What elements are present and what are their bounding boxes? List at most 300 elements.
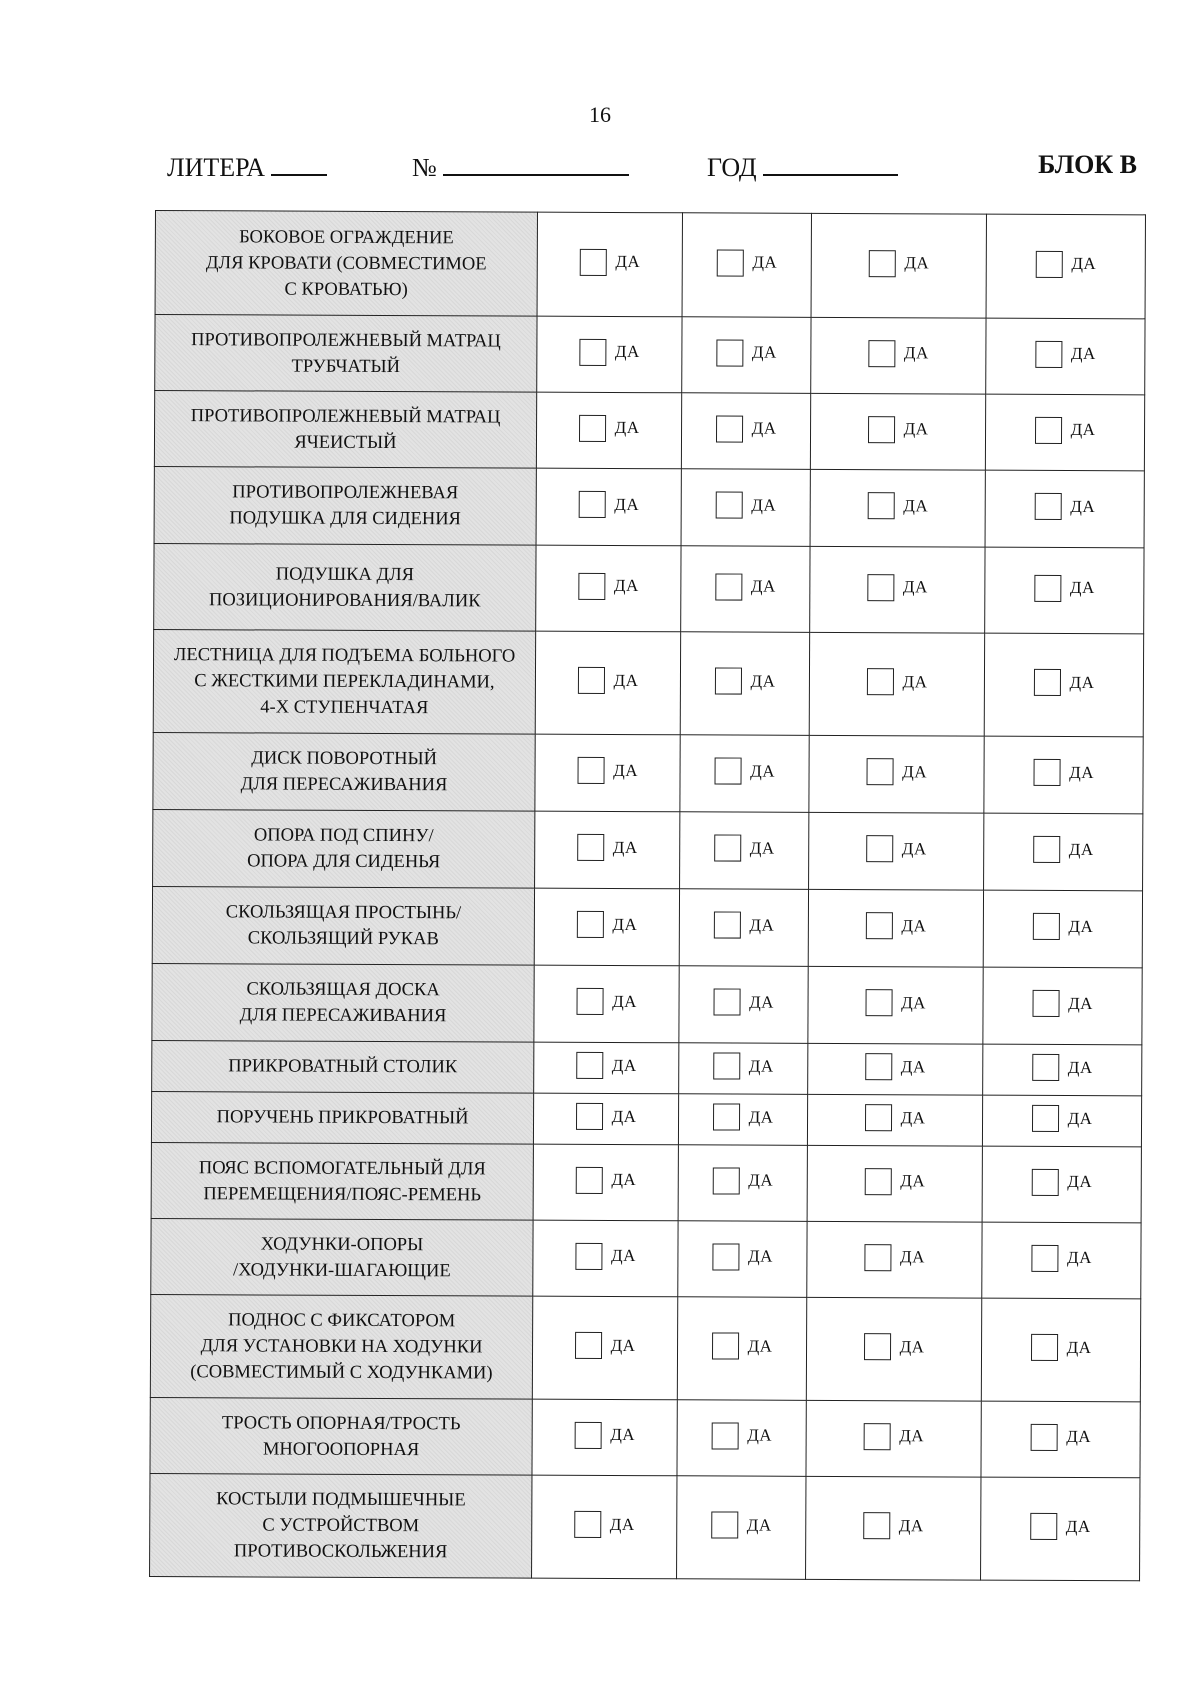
option-cell: [983, 967, 1142, 1045]
option-cell: [536, 468, 681, 546]
item-label-cell: [155, 315, 537, 393]
yes-checkbox[interactable]: [716, 249, 743, 276]
yes-label: ДА: [746, 1515, 772, 1535]
yes-checkbox[interactable]: [711, 1422, 738, 1449]
yes-checkbox[interactable]: [1031, 1244, 1058, 1271]
yes-option[interactable]: [1033, 836, 1094, 863]
option-cell: [811, 317, 986, 394]
table-row: [153, 629, 1143, 736]
yes-label: ДА: [613, 576, 639, 596]
item-label-cell: [151, 1091, 533, 1144]
yes-checkbox[interactable]: [865, 1104, 892, 1131]
yes-option[interactable]: [714, 757, 775, 784]
yes-checkbox[interactable]: [711, 1511, 738, 1538]
yes-label: ДА: [748, 1107, 774, 1127]
yes-option[interactable]: [1034, 574, 1095, 601]
yes-checkbox[interactable]: [577, 667, 604, 694]
yes-option[interactable]: [1032, 1105, 1093, 1132]
yes-option[interactable]: [864, 1333, 925, 1360]
option-cell: [810, 469, 985, 547]
item-label: ПРОТИВОПРОЛЕЖНЕВЫЙ МАТРАЦ ЯЧЕИСТЫЙ: [190, 405, 501, 453]
yes-option[interactable]: [1035, 250, 1096, 277]
yes-checkbox[interactable]: [864, 1168, 891, 1195]
yes-checkbox[interactable]: [865, 912, 892, 939]
yes-label: ДА: [1069, 672, 1095, 692]
yes-checkbox[interactable]: [712, 1167, 739, 1194]
item-label-cell: [153, 732, 535, 811]
yes-option[interactable]: [576, 1052, 637, 1079]
yes-label: ДА: [1065, 1516, 1091, 1536]
yes-checkbox[interactable]: [714, 757, 741, 784]
yes-checkbox[interactable]: [575, 1166, 602, 1193]
yes-option[interactable]: [713, 1103, 774, 1130]
yes-option[interactable]: [868, 340, 929, 367]
yes-checkbox[interactable]: [868, 340, 895, 367]
yes-label: ДА: [611, 1055, 637, 1075]
yes-label: ДА: [1066, 1426, 1092, 1447]
yes-checkbox[interactable]: [1033, 759, 1060, 786]
item-label: ХОДУНКИ-ОПОРЫ /ХОДУНКИ-ШАГАЮЩИЕ: [233, 1233, 451, 1281]
yes-option[interactable]: [575, 1166, 636, 1193]
yes-checkbox[interactable]: [713, 1103, 740, 1130]
item-label: КОСТЫЛИ ПОДМЫШЕЧНЫЕ С УСТРОЙСТВОМ ПРОТИВОСКОЛЬЖЕНИЯ: [216, 1489, 466, 1563]
yes-option[interactable]: [1030, 1513, 1091, 1540]
yes-option[interactable]: [712, 1243, 773, 1270]
yes-option[interactable]: [715, 573, 776, 600]
year-blank-line[interactable]: [763, 150, 898, 176]
item-label-cell: [150, 1294, 532, 1399]
yes-checkbox[interactable]: [713, 1052, 740, 1079]
item-label: ДИСК ПОВОРОТНЫЙ ДЛЯ ПЕРЕСАЖИВАНИЯ: [240, 748, 448, 796]
yes-option[interactable]: [578, 572, 639, 599]
item-label-cell: [153, 809, 535, 888]
item-label-cell: [155, 211, 537, 317]
yes-option[interactable]: [867, 574, 928, 601]
option-cell: [678, 1094, 807, 1146]
yes-checkbox[interactable]: [865, 989, 892, 1016]
table-row: [154, 466, 1144, 547]
item-label: ПОДУШКА ДЛЯ ПОЗИЦИОНИРОВАНИЯ/ВАЛИК: [208, 564, 481, 611]
option-cell: [809, 812, 984, 890]
yes-checkbox[interactable]: [1033, 836, 1060, 863]
option-cell: [677, 1476, 806, 1580]
yes-checkbox[interactable]: [575, 1332, 602, 1359]
yes-checkbox[interactable]: [574, 1421, 601, 1448]
yes-option[interactable]: [1032, 990, 1093, 1017]
option-cell: [536, 392, 681, 469]
yes-option[interactable]: [574, 1421, 635, 1448]
yes-label: ДА: [614, 418, 640, 438]
yes-checkbox[interactable]: [1032, 1054, 1059, 1081]
yes-label: ДА: [609, 1514, 635, 1534]
yes-label: ДА: [610, 1424, 636, 1445]
yes-label: ДА: [615, 252, 641, 272]
yes-label: ДА: [747, 1336, 773, 1356]
yes-label: ДА: [750, 576, 776, 596]
yes-option[interactable]: [577, 834, 638, 861]
yes-checkbox[interactable]: [1030, 1513, 1057, 1540]
yes-checkbox[interactable]: [576, 911, 603, 938]
yes-checkbox[interactable]: [863, 1512, 890, 1539]
yes-option[interactable]: [1031, 1168, 1092, 1195]
option-cell: [536, 545, 681, 632]
year-label: ГОД: [707, 153, 757, 182]
yes-option[interactable]: [713, 988, 774, 1015]
yes-label: ДА: [1068, 993, 1094, 1013]
yes-option[interactable]: [574, 1511, 635, 1538]
yes-option[interactable]: [579, 248, 640, 275]
yes-label: ДА: [902, 671, 928, 691]
yes-label: ДА: [1071, 253, 1097, 274]
yes-label: ДА: [750, 761, 776, 781]
yes-option[interactable]: [578, 491, 639, 518]
table-row: [154, 391, 1144, 471]
yes-option[interactable]: [575, 1332, 636, 1359]
yes-option[interactable]: [863, 1423, 924, 1450]
yes-option[interactable]: [868, 416, 929, 443]
option-cell: [679, 1043, 808, 1095]
page-number: 16: [589, 102, 611, 127]
yes-checkbox[interactable]: [576, 1103, 603, 1130]
yes-option[interactable]: [716, 249, 777, 276]
option-cell: [681, 469, 810, 547]
yes-checkbox[interactable]: [714, 667, 741, 694]
yes-label: ДА: [900, 1107, 926, 1127]
yes-option[interactable]: [712, 1167, 773, 1194]
yes-checkbox[interactable]: [1033, 669, 1060, 696]
yes-option[interactable]: [576, 988, 637, 1015]
option-cell: [807, 1094, 982, 1146]
option-cell: [984, 813, 1143, 891]
item-label-cell: [151, 1218, 533, 1296]
option-cell: [986, 214, 1145, 319]
yes-checkbox[interactable]: [868, 250, 895, 277]
yes-option[interactable]: [866, 668, 927, 695]
option-cell: [981, 1298, 1140, 1402]
yes-option[interactable]: [865, 1053, 926, 1080]
yes-option[interactable]: [865, 912, 926, 939]
item-label: ТРОСТЬ ОПОРНАЯ/ТРОСТЬ МНОГООПОРНАЯ: [221, 1412, 461, 1460]
yes-checkbox[interactable]: [576, 988, 603, 1015]
yes-checkbox[interactable]: [864, 1244, 891, 1271]
option-cell: [809, 632, 984, 736]
option-cell: [682, 317, 811, 394]
yes-option[interactable]: [716, 415, 777, 442]
yes-label: ДА: [750, 671, 776, 691]
table-row: [150, 1294, 1140, 1401]
yes-option[interactable]: [579, 338, 640, 365]
yes-label: ДА: [900, 1171, 926, 1191]
option-cell: [682, 213, 811, 318]
yes-label: ДА: [1069, 577, 1095, 598]
yes-option[interactable]: [711, 1511, 772, 1538]
yes-label: ДА: [749, 915, 775, 935]
yes-checkbox[interactable]: [866, 668, 893, 695]
option-cell: [677, 1400, 806, 1477]
yes-option[interactable]: [863, 1512, 924, 1539]
equipment-table: [149, 210, 1146, 1581]
number-blank-line[interactable]: [443, 150, 629, 176]
table-row: [151, 1142, 1141, 1222]
yes-label: ДА: [1070, 419, 1096, 440]
yes-option[interactable]: [1031, 1244, 1092, 1271]
option-cell: [981, 1401, 1140, 1478]
yes-label: ДА: [900, 1056, 926, 1076]
yes-checkbox[interactable]: [579, 414, 606, 441]
litera-field: [167, 150, 327, 183]
yes-label: ДА: [902, 577, 928, 597]
yes-label: ДА: [899, 1336, 925, 1356]
option-cell: [806, 1476, 981, 1580]
option-cell: [984, 633, 1143, 737]
yes-label: ДА: [903, 495, 929, 515]
option-cell: [677, 1297, 806, 1401]
yes-checkbox[interactable]: [1030, 1423, 1057, 1450]
yes-checkbox[interactable]: [579, 248, 606, 275]
yes-checkbox[interactable]: [712, 1332, 739, 1359]
yes-option[interactable]: [1032, 913, 1093, 940]
option-cell: [681, 546, 810, 633]
item-label-cell: [152, 886, 534, 965]
yes-checkbox[interactable]: [864, 1333, 891, 1360]
yes-checkbox[interactable]: [1032, 1105, 1059, 1132]
option-cell: [808, 889, 983, 967]
litera-label: ЛИТЕРА: [167, 153, 266, 182]
yes-checkbox[interactable]: [715, 491, 742, 518]
yes-label: ДА: [1066, 1337, 1092, 1357]
yes-option[interactable]: [714, 667, 775, 694]
option-cell: [806, 1400, 981, 1477]
table-row: [154, 543, 1144, 633]
option-cell: [983, 890, 1142, 968]
item-label: ПОДНОС С ФИКСАТОРОМ ДЛЯ УСТАНОВКИ НА ХОДУНКИ (СОВМЕСТИМЫЙ С ХОДУНКАМИ): [190, 1310, 493, 1384]
yes-option[interactable]: [1033, 669, 1094, 696]
yes-label: ДА: [752, 252, 778, 272]
yes-checkbox[interactable]: [1031, 1334, 1058, 1361]
option-cell: [680, 735, 809, 813]
option-cell: [678, 1221, 807, 1298]
table-row: [150, 1473, 1140, 1580]
yes-label: ДА: [611, 1106, 637, 1126]
yes-checkbox[interactable]: [865, 1053, 892, 1080]
form-header: [167, 150, 1137, 194]
yes-label: ДА: [614, 342, 640, 362]
yes-label: ДА: [612, 837, 638, 857]
yes-option[interactable]: [868, 250, 929, 277]
yes-option[interactable]: [1033, 759, 1094, 786]
yes-checkbox[interactable]: [577, 757, 604, 784]
yes-checkbox[interactable]: [866, 758, 893, 785]
item-label: СКОЛЬЗЯЩАЯ ДОСКА ДЛЯ ПЕРЕСАЖИВАНИЯ: [239, 979, 447, 1027]
option-cell: [981, 1477, 1140, 1581]
yes-checkbox[interactable]: [1035, 340, 1062, 367]
option-cell: [986, 318, 1145, 395]
yes-option[interactable]: [577, 667, 638, 694]
option-cell: [808, 966, 983, 1044]
yes-checkbox[interactable]: [867, 492, 894, 519]
yes-label: ДА: [751, 418, 777, 438]
item-label: ПОЯС ВСПОМОГАТЕЛЬНЫЙ ДЛЯ ПЕРЕМЕЩЕНИЯ/ПОЯС-РЕМЕНЬ: [198, 1157, 486, 1205]
yes-option[interactable]: [1032, 1054, 1093, 1081]
yes-option[interactable]: [865, 989, 926, 1016]
yes-option[interactable]: [713, 911, 774, 938]
yes-label: ДА: [1067, 1057, 1093, 1077]
yes-label: ДА: [1066, 1247, 1092, 1268]
yes-option[interactable]: [1030, 1423, 1091, 1450]
table-row: [151, 1091, 1141, 1146]
number-field: [412, 150, 629, 183]
yes-option[interactable]: [713, 1052, 774, 1079]
yes-label: ДА: [614, 494, 640, 514]
yes-checkbox[interactable]: [715, 573, 742, 600]
option-cell: [808, 1043, 983, 1095]
table-row: [151, 1218, 1141, 1298]
yes-checkbox[interactable]: [1034, 574, 1061, 601]
yes-checkbox[interactable]: [1032, 990, 1059, 1017]
yes-option[interactable]: [579, 414, 640, 441]
option-cell: [678, 1145, 807, 1222]
table-row: [152, 886, 1142, 967]
yes-checkbox[interactable]: [866, 835, 893, 862]
yes-checkbox[interactable]: [574, 1511, 601, 1538]
item-label: СКОЛЬЗЯЩАЯ ПРОСТЫНЬ/ СКОЛЬЗЯЩИЙ РУКАВ: [225, 902, 462, 950]
option-cell: [532, 1399, 677, 1476]
yes-checkbox[interactable]: [713, 911, 740, 938]
yes-label: ДА: [610, 1245, 636, 1266]
yes-option[interactable]: [864, 1168, 925, 1195]
yes-checkbox[interactable]: [712, 1243, 739, 1270]
yes-label: ДА: [901, 992, 927, 1012]
option-cell: [535, 811, 680, 889]
yes-option[interactable]: [1035, 340, 1096, 367]
option-cell: [534, 965, 679, 1043]
yes-option[interactable]: [577, 757, 638, 784]
litera-blank-line[interactable]: [271, 150, 327, 176]
yes-label: ДА: [903, 343, 929, 363]
item-label: ПРОТИВОПРОЛЕЖНЕВЫЙ МАТРАЦ ТРУБЧАТЫЙ: [191, 329, 501, 377]
yes-option[interactable]: [712, 1332, 773, 1359]
yes-label: ДА: [613, 760, 639, 780]
yes-checkbox[interactable]: [1035, 416, 1062, 443]
yes-label: ДА: [901, 838, 927, 858]
yes-label: ДА: [751, 342, 777, 362]
option-cell: [534, 1042, 679, 1094]
option-cell: [537, 316, 682, 393]
yes-checkbox[interactable]: [578, 491, 605, 518]
yes-label: ДА: [1068, 839, 1094, 859]
item-label-cell: [150, 1473, 532, 1578]
yes-option[interactable]: [866, 835, 927, 862]
yes-checkbox[interactable]: [713, 988, 740, 1015]
option-cell: [533, 1093, 678, 1145]
item-label-cell: [154, 391, 536, 469]
yes-checkbox[interactable]: [1035, 250, 1062, 277]
yes-option[interactable]: [576, 911, 637, 938]
yes-label: ДА: [610, 1335, 636, 1355]
table-row: [152, 1040, 1142, 1095]
yes-option[interactable]: [865, 1104, 926, 1131]
yes-label: ДА: [749, 992, 775, 1012]
item-label: ПОРУЧЕНЬ ПРИКРОВАТНЫЙ: [216, 1107, 469, 1129]
yes-option[interactable]: [1034, 493, 1095, 520]
option-cell: [537, 212, 682, 317]
yes-checkbox[interactable]: [575, 1242, 602, 1269]
item-label: ЛЕСТНИЦА ДЛЯ ПОДЪЕМА БОЛЬНОГО С ЖЕСТКИМИ ПЕРЕКЛАДИНАМИ, 4-Х СТУПЕНЧАТАЯ: [173, 645, 516, 719]
option-cell: [810, 546, 985, 633]
option-cell: [535, 631, 680, 735]
option-cell: [806, 1297, 981, 1401]
yes-label: ДА: [1070, 343, 1096, 364]
yes-label: ДА: [751, 495, 777, 515]
option-cell: [983, 1044, 1142, 1096]
option-cell: [532, 1475, 677, 1579]
table-row: [150, 1397, 1140, 1477]
item-label-cell: [150, 1397, 532, 1475]
block-label: БЛОК В: [1038, 150, 1137, 179]
yes-checkbox[interactable]: [576, 1052, 603, 1079]
table-row: [153, 809, 1143, 890]
yes-option[interactable]: [1031, 1334, 1092, 1361]
item-label: ПРОТИВОПРОЛЕЖНЕВАЯ ПОДУШКА ДЛЯ СИДЕНИЯ: [229, 482, 461, 530]
yes-checkbox[interactable]: [863, 1423, 890, 1450]
yes-option[interactable]: [866, 758, 927, 785]
yes-label: ДА: [898, 1515, 924, 1535]
yes-option[interactable]: [575, 1242, 636, 1269]
yes-checkbox[interactable]: [1032, 913, 1059, 940]
yes-label: ДА: [903, 419, 929, 439]
option-cell: [680, 812, 809, 890]
option-cell: [810, 393, 985, 470]
yes-label: ДА: [1067, 1171, 1093, 1192]
yes-checkbox[interactable]: [579, 338, 606, 365]
yes-checkbox[interactable]: [1034, 493, 1061, 520]
option-cell: [811, 213, 986, 318]
item-label: ПРИКРОВАТНЫЙ СТОЛИК: [228, 1056, 458, 1078]
yes-checkbox[interactable]: [1031, 1168, 1058, 1195]
option-cell: [985, 547, 1144, 634]
yes-option[interactable]: [867, 492, 928, 519]
yes-label: ДА: [904, 253, 930, 273]
yes-label: ДА: [611, 1170, 637, 1190]
option-cell: [807, 1221, 982, 1298]
yes-checkbox[interactable]: [867, 574, 894, 601]
yes-option[interactable]: [711, 1422, 772, 1449]
option-cell: [985, 394, 1144, 471]
yes-checkbox[interactable]: [578, 572, 605, 599]
yes-checkbox[interactable]: [716, 415, 743, 442]
yes-option[interactable]: [864, 1244, 925, 1271]
yes-label: ДА: [747, 1246, 773, 1266]
option-cell: [532, 1296, 677, 1400]
yes-option[interactable]: [715, 491, 776, 518]
yes-option[interactable]: [714, 834, 775, 861]
option-cell: [985, 470, 1144, 548]
yes-checkbox[interactable]: [714, 834, 741, 861]
yes-option[interactable]: [716, 339, 777, 366]
yes-label: ДА: [1069, 762, 1095, 782]
option-cell: [679, 889, 808, 967]
item-label-cell: [152, 1040, 534, 1093]
yes-checkbox[interactable]: [868, 416, 895, 443]
yes-option[interactable]: [576, 1103, 637, 1130]
option-cell: [535, 734, 680, 812]
yes-option[interactable]: [1035, 416, 1096, 443]
item-label-cell: [153, 629, 535, 734]
option-cell: [982, 1222, 1141, 1299]
yes-checkbox[interactable]: [577, 834, 604, 861]
yes-checkbox[interactable]: [716, 339, 743, 366]
item-label-cell: [154, 466, 536, 545]
